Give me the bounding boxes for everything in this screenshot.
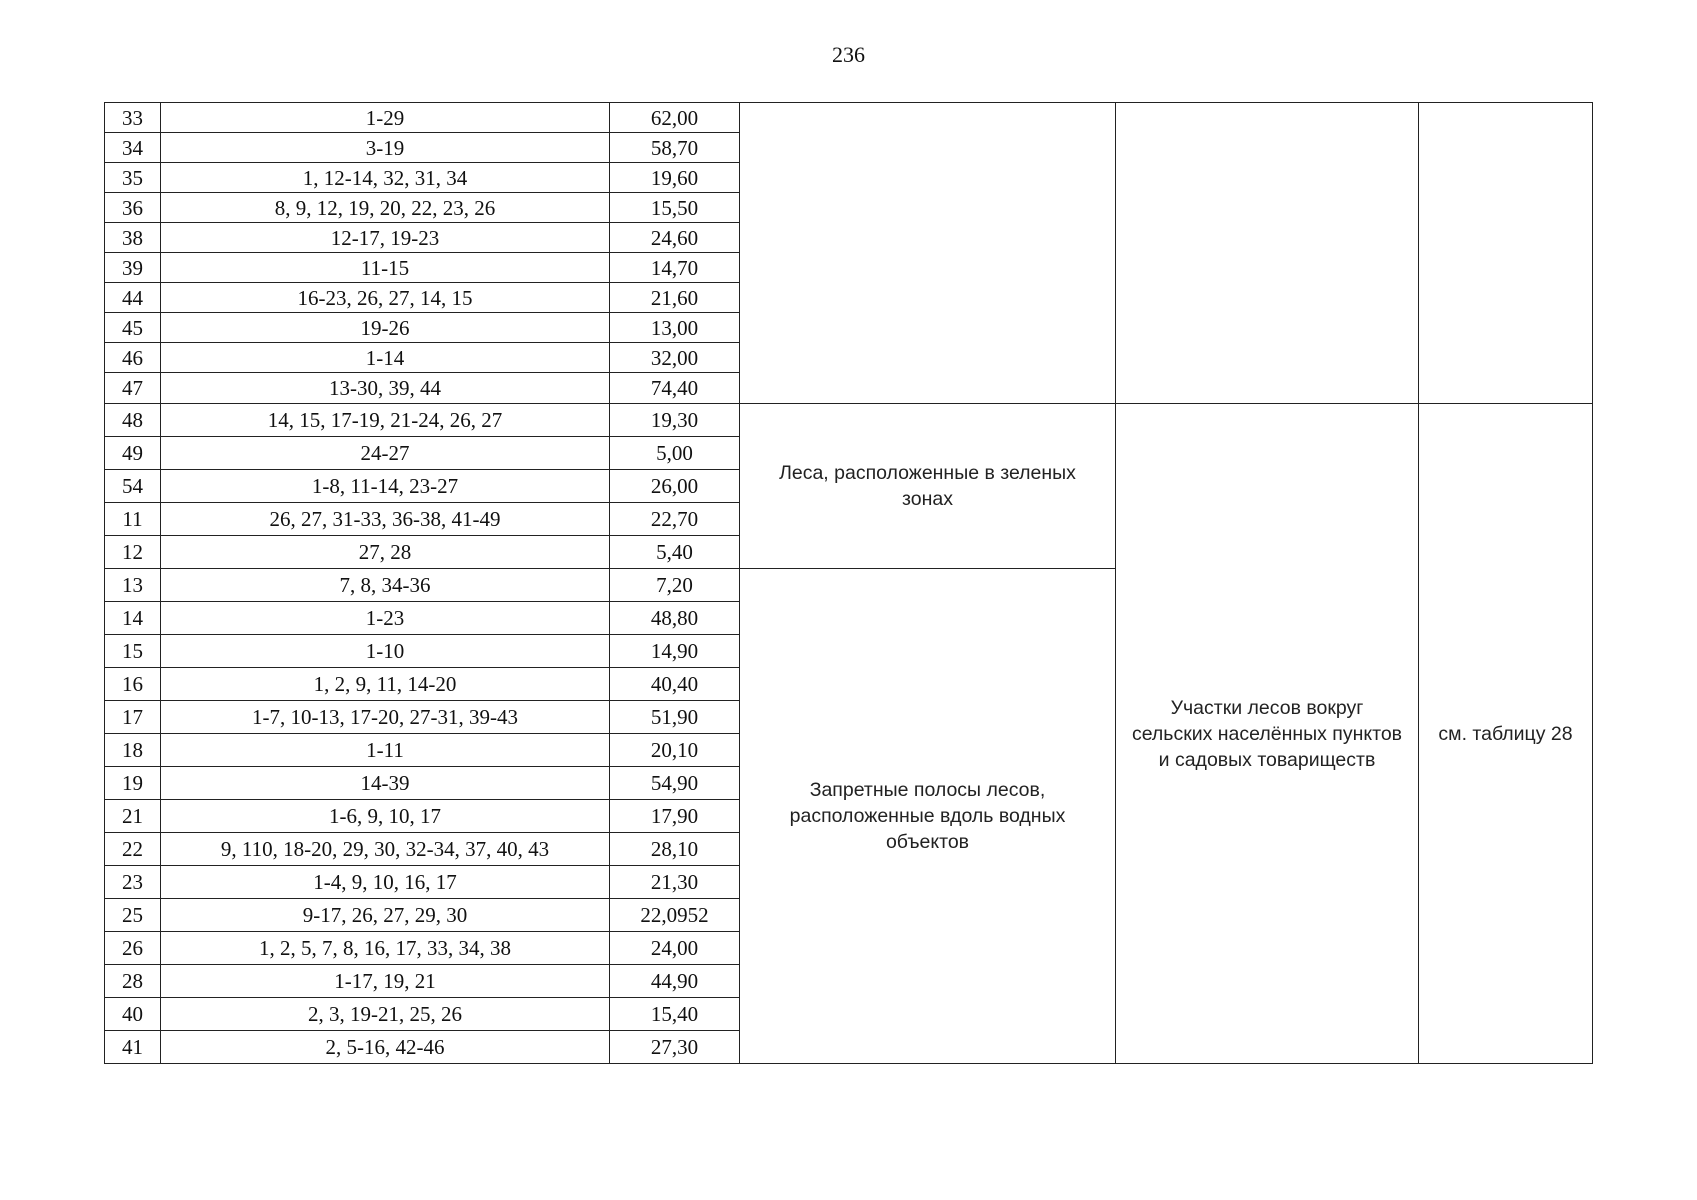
plots-cell: 1-6, 9, 10, 17 — [161, 800, 610, 833]
area-cell: 27,30 — [610, 1031, 740, 1064]
area-cell: 17,90 — [610, 800, 740, 833]
plots-cell: 3-19 — [161, 133, 610, 163]
area-cell: 21,60 — [610, 283, 740, 313]
quarter-cell: 16 — [105, 668, 161, 701]
quarter-cell: 14 — [105, 602, 161, 635]
area-cell: 21,30 — [610, 866, 740, 899]
quarter-cell: 28 — [105, 965, 161, 998]
plots-cell: 19-26 — [161, 313, 610, 343]
area-cell: 13,00 — [610, 313, 740, 343]
plots-cell: 1-4, 9, 10, 16, 17 — [161, 866, 610, 899]
plots-cell: 9-17, 26, 27, 29, 30 — [161, 899, 610, 932]
category-green-zones-label: Леса, расположенные в зеленых зонах — [779, 462, 1076, 510]
quarter-cell: 41 — [105, 1031, 161, 1064]
area-cell: 28,10 — [610, 833, 740, 866]
area-cell: 14,70 — [610, 253, 740, 283]
area-cell: 24,60 — [610, 223, 740, 253]
plots-cell: 12-17, 19-23 — [161, 223, 610, 253]
plots-cell: 1-17, 19, 21 — [161, 965, 610, 998]
area-cell: 7,20 — [610, 569, 740, 602]
category-water-strips — [740, 569, 1116, 1064]
quarter-cell: 19 — [105, 767, 161, 800]
quarter-cell: 33 — [105, 103, 161, 133]
plots-cell: 1, 12-14, 32, 31, 34 — [161, 163, 610, 193]
area-cell: 24,00 — [610, 932, 740, 965]
area-cell: 22,0952 — [610, 899, 740, 932]
plots-cell: 1-29 — [161, 103, 610, 133]
plots-cell: 27, 28 — [161, 536, 610, 569]
plots-cell: 1-7, 10-13, 17-20, 27-31, 39-43 — [161, 701, 610, 734]
area-cell: 48,80 — [610, 602, 740, 635]
quarter-cell: 48 — [105, 404, 161, 437]
quarter-cell: 17 — [105, 701, 161, 734]
quarter-cell: 46 — [105, 343, 161, 373]
empty-type-cell — [1116, 103, 1419, 404]
plots-cell: 2, 5-16, 42-46 — [161, 1031, 610, 1064]
quarter-cell: 22 — [105, 833, 161, 866]
page-number: 236 — [832, 42, 865, 67]
area-cell: 20,10 — [610, 734, 740, 767]
table-body — [105, 103, 1593, 1064]
area-cell: 26,00 — [610, 470, 740, 503]
area-cell: 19,30 — [610, 404, 740, 437]
quarter-cell: 25 — [105, 899, 161, 932]
plots-cell: 1-8, 11-14, 23-27 — [161, 470, 610, 503]
area-cell: 62,00 — [610, 103, 740, 133]
category-water-strips-label: Запретные полосы лесов, расположенные вдоль водных объектов — [789, 779, 1066, 853]
plots-cell: 13-30, 39, 44 — [161, 373, 610, 404]
quarter-cell: 15 — [105, 635, 161, 668]
plots-cell: 24-27 — [161, 437, 610, 470]
category-green-zones — [740, 404, 1116, 569]
empty-category-cell — [740, 103, 1116, 404]
quarter-cell: 54 — [105, 470, 161, 503]
quarter-cell: 21 — [105, 800, 161, 833]
quarter-cell: 47 — [105, 373, 161, 404]
plots-cell: 7, 8, 34-36 — [161, 569, 610, 602]
quarter-cell: 18 — [105, 734, 161, 767]
area-cell: 58,70 — [610, 133, 740, 163]
quarter-cell: 39 — [105, 253, 161, 283]
area-cell: 14,90 — [610, 635, 740, 668]
plots-cell: 1-11 — [161, 734, 610, 767]
table-row — [105, 404, 1593, 437]
quarter-cell: 12 — [105, 536, 161, 569]
area-cell: 5,00 — [610, 437, 740, 470]
area-cell: 44,90 — [610, 965, 740, 998]
quarter-cell: 38 — [105, 223, 161, 253]
area-cell: 5,40 — [610, 536, 740, 569]
area-cell: 19,60 — [610, 163, 740, 193]
plots-cell: 2, 3, 19-21, 25, 26 — [161, 998, 610, 1031]
plots-cell: 9, 110, 18-20, 29, 30, 32-34, 37, 40, 43 — [161, 833, 610, 866]
quarter-cell: 49 — [105, 437, 161, 470]
plots-cell: 1, 2, 5, 7, 8, 16, 17, 33, 34, 38 — [161, 932, 610, 965]
plots-cell: 1-14 — [161, 343, 610, 373]
area-cell: 22,70 — [610, 503, 740, 536]
plots-cell: 1, 2, 9, 11, 14-20 — [161, 668, 610, 701]
area-cell: 40,40 — [610, 668, 740, 701]
quarter-cell: 23 — [105, 866, 161, 899]
area-cell: 15,50 — [610, 193, 740, 223]
quarter-cell: 44 — [105, 283, 161, 313]
plots-cell: 8, 9, 12, 19, 20, 22, 23, 26 — [161, 193, 610, 223]
category-rural-areas-label: Участки лесов вокруг сельских населённых пунктов и садовых товариществ — [1131, 696, 1403, 771]
quarter-cell: 11 — [105, 503, 161, 536]
plots-cell: 1-23 — [161, 602, 610, 635]
plots-cell: 1-10 — [161, 635, 610, 668]
plots-cell: 14, 15, 17-19, 21-24, 26, 27 — [161, 404, 610, 437]
category-reference — [1419, 404, 1593, 1064]
table-row — [105, 103, 1593, 133]
area-cell: 15,40 — [610, 998, 740, 1031]
category-reference-label: см. таблицу 28 — [1438, 722, 1573, 745]
quarter-cell: 26 — [105, 932, 161, 965]
plots-cell: 16-23, 26, 27, 14, 15 — [161, 283, 610, 313]
quarter-cell: 34 — [105, 133, 161, 163]
quarter-cell: 40 — [105, 998, 161, 1031]
empty-reference-cell — [1419, 103, 1593, 404]
quarter-cell: 13 — [105, 569, 161, 602]
category-rural-areas — [1116, 404, 1419, 1064]
plots-cell: 14-39 — [161, 767, 610, 800]
quarter-cell: 36 — [105, 193, 161, 223]
forest-quarters-table — [104, 102, 1593, 1064]
area-cell: 32,00 — [610, 343, 740, 373]
area-cell: 74,40 — [610, 373, 740, 404]
plots-cell: 11-15 — [161, 253, 610, 283]
quarter-cell: 45 — [105, 313, 161, 343]
quarter-cell: 35 — [105, 163, 161, 193]
area-cell: 54,90 — [610, 767, 740, 800]
plots-cell: 26, 27, 31-33, 36-38, 41-49 — [161, 503, 610, 536]
area-cell: 51,90 — [610, 701, 740, 734]
